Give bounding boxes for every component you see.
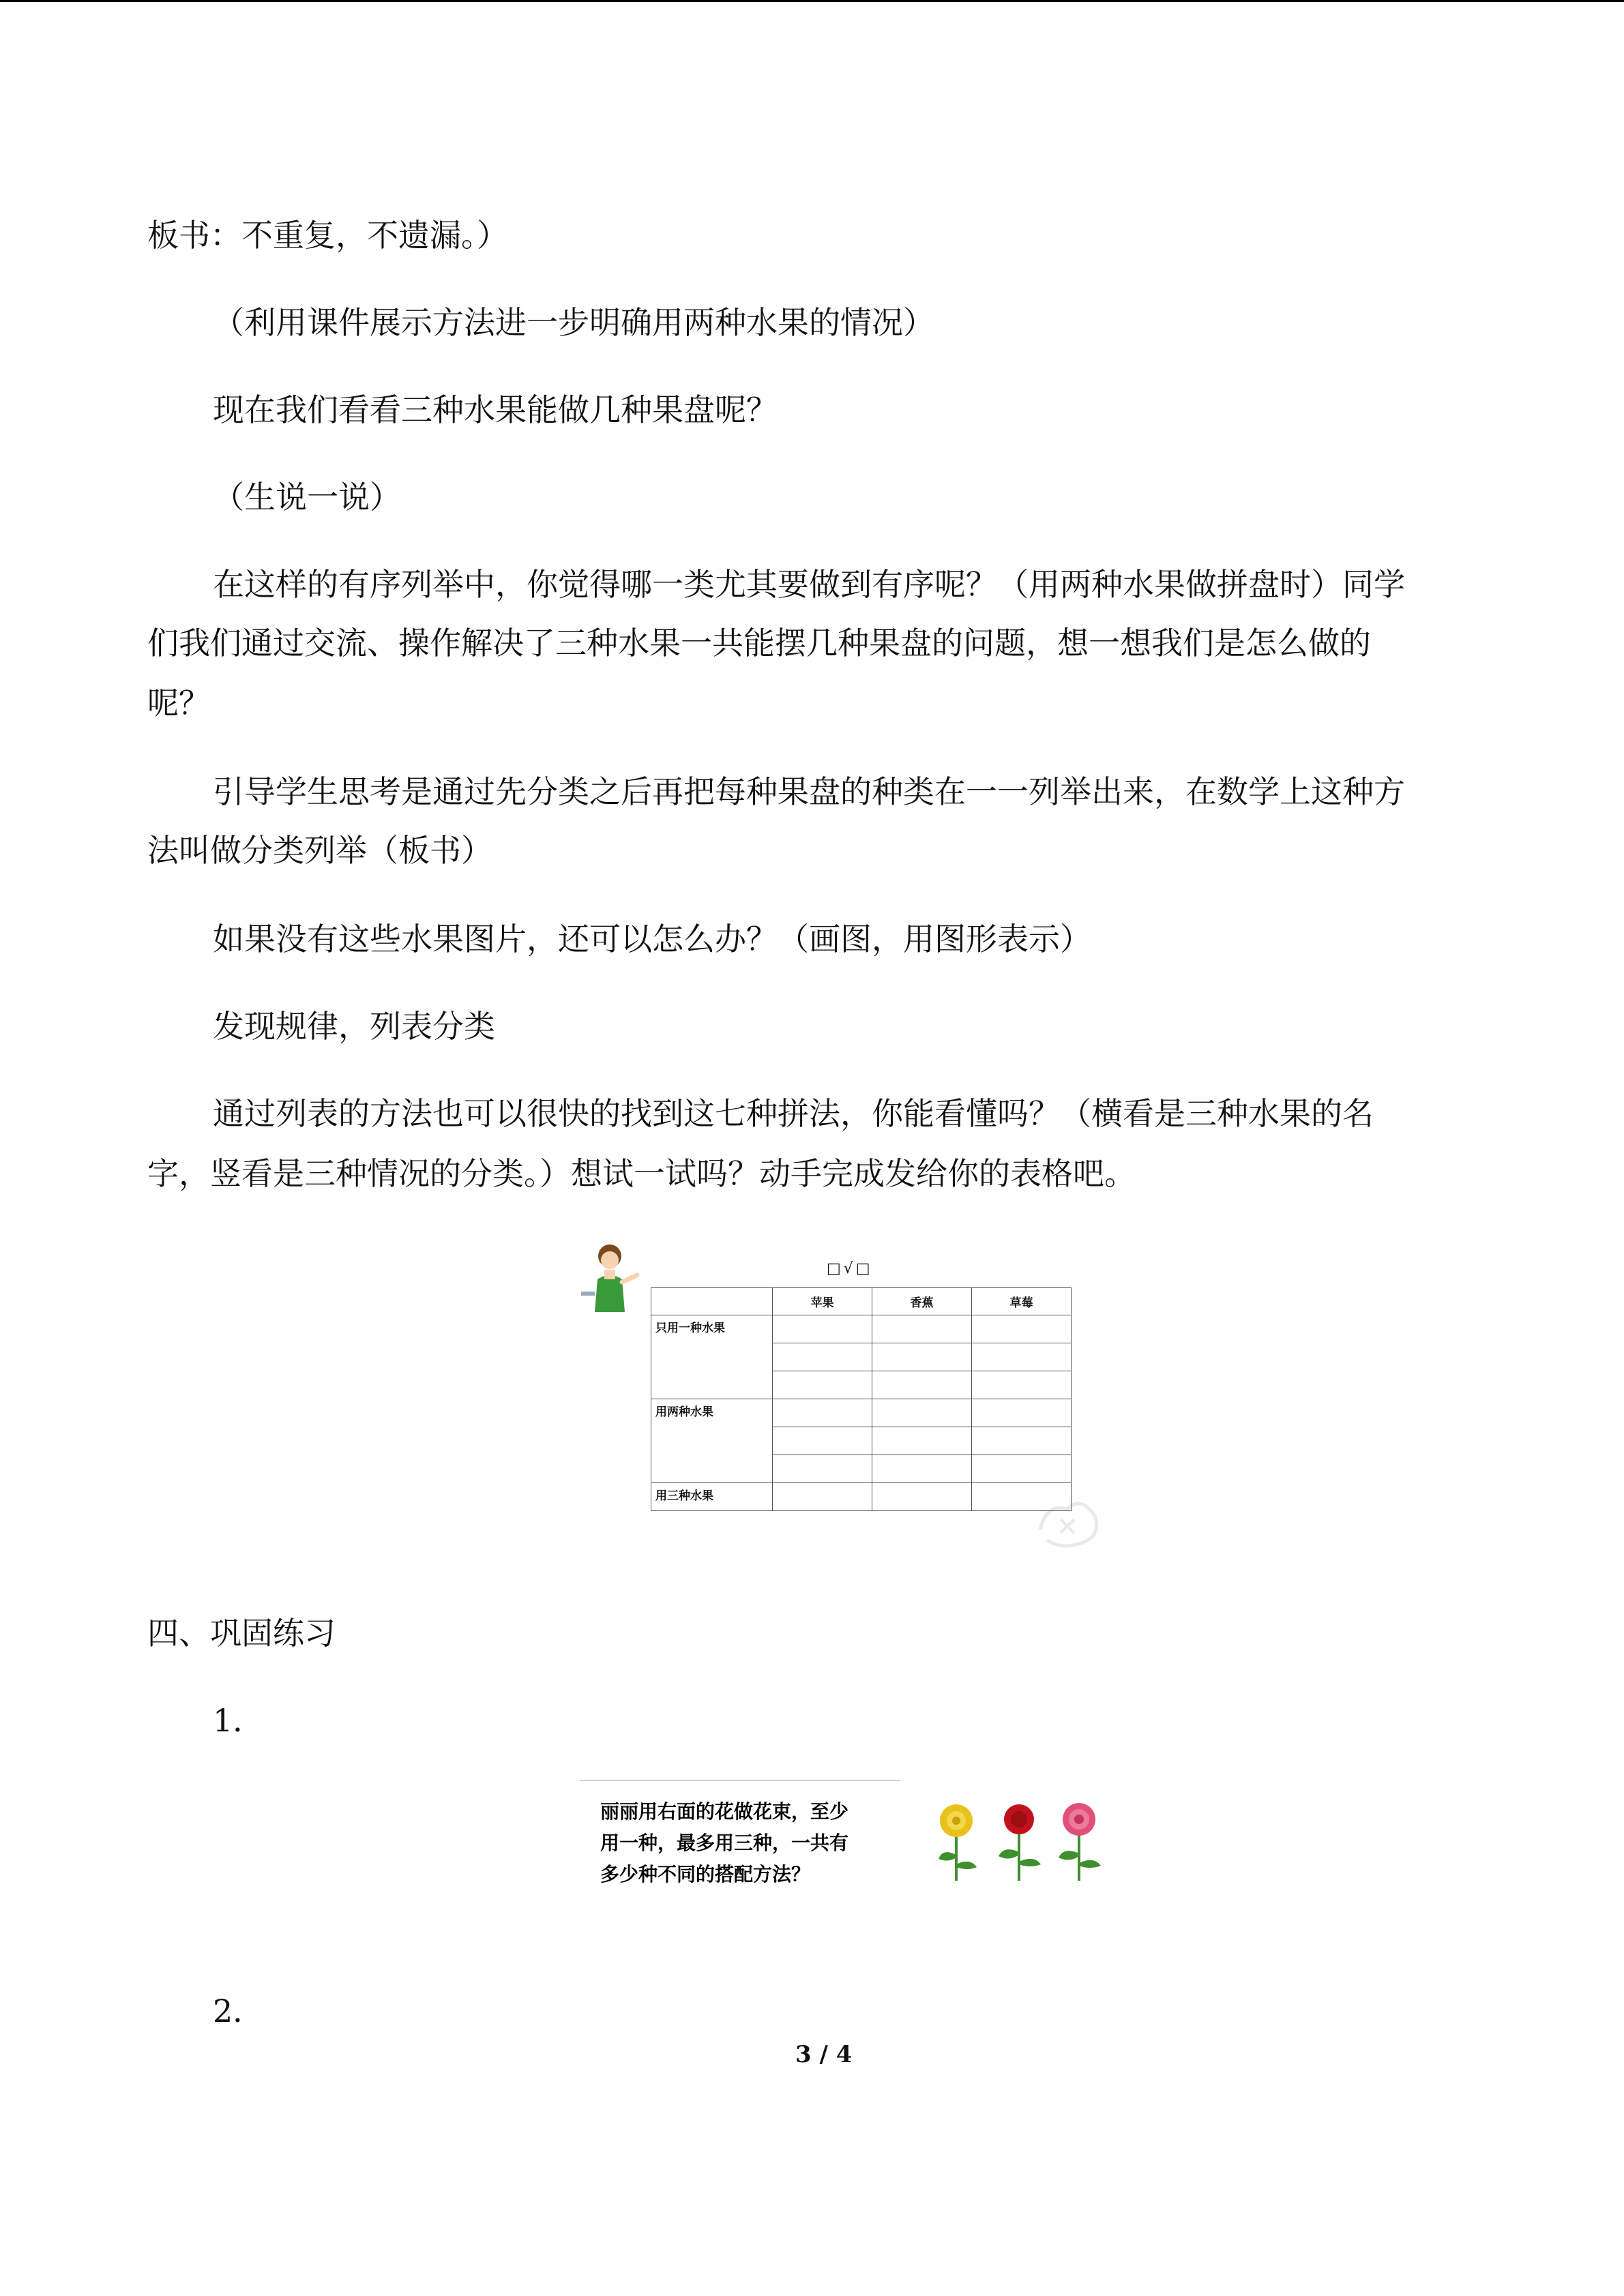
row-label-two-fruits: 用两种水果 <box>651 1399 773 1483</box>
table-header-row <box>651 1288 1072 1315</box>
paragraph-table-method-line1: 通过列表的方法也可以很快的找到这七种拼法，你能看懂吗？（横看是三种水果的名 <box>213 1095 1374 1132</box>
paragraph-three-fruits-question: 现在我们看看三种水果能做几种果盘呢？ <box>213 391 778 428</box>
fruit-table <box>651 1287 1072 1511</box>
table-cell <box>872 1399 972 1427</box>
watermark-stamp-icon <box>1033 1482 1108 1557</box>
flower-problem-figure <box>580 1780 1119 1885</box>
fruit-table-figure <box>580 1240 1125 1567</box>
exercise-item-2: 2． <box>213 1993 265 2029</box>
yellow-flower-icon <box>929 1800 985 1882</box>
figure-top-rule <box>580 1780 900 1781</box>
table-cell <box>773 1343 872 1371</box>
paragraph-ordered-listing-line2: 们我们通过交流、操作解决了三种水果一共能摆几种果盘的问题，想一想我们是怎么做的 <box>147 625 1371 661</box>
section-heading-practice: 四、巩固练习 <box>147 1615 336 1652</box>
table-cell <box>773 1455 872 1483</box>
table-cell <box>872 1455 972 1483</box>
table-cell <box>773 1427 872 1455</box>
paragraph-classify-line1: 引导学生思考是通过先分类之后再把每种果盘的种类在一一列举出来，在数学上这种方 <box>213 773 1405 810</box>
table-cell <box>972 1427 1072 1455</box>
table-cell <box>872 1483 972 1511</box>
top-border <box>0 0 1624 2</box>
header-banana: 香蕉 <box>872 1288 972 1315</box>
paragraph-classify-line2: 法叫做分类列举（板书） <box>147 832 492 869</box>
table-row <box>651 1483 1072 1511</box>
paragraph-drawing: 如果没有这些水果图片，还可以怎么办？（画图，用图形表示） <box>213 921 1091 957</box>
table-cell <box>773 1371 872 1399</box>
table-cell <box>872 1427 972 1455</box>
table-row <box>651 1399 1072 1427</box>
table-cell <box>972 1343 1072 1371</box>
table-cell <box>773 1315 872 1343</box>
table-cell <box>972 1371 1072 1399</box>
paragraph-table-method-line2: 字，竖看是三种情况的分类。）想试一试吗？动手完成发给你的表格吧。 <box>147 1155 1136 1192</box>
header-apple: 苹果 <box>773 1288 872 1315</box>
pink-flower-icon <box>1052 1800 1108 1882</box>
flower-problem-text: 丽丽用右面的花做花束，至少 用一种，最多用三种，一共有 多少种不同的搭配方法？ <box>600 1800 849 1885</box>
paragraph-ordered-listing-line1: 在这样的有序列举中，你觉得哪一类尤其要做到有序呢？（用两种水果做拼盘时）同学 <box>213 566 1405 603</box>
page-number: 3 / 4 <box>795 2041 853 2068</box>
table-corner-cell <box>651 1288 773 1315</box>
table-cell <box>972 1455 1072 1483</box>
table-cell <box>872 1343 972 1371</box>
table-title: □√□ <box>827 1260 873 1277</box>
row-label-three-fruits: 用三种水果 <box>651 1483 773 1511</box>
header-strawberry: 草莓 <box>972 1288 1072 1315</box>
teacher-icon <box>580 1240 645 1312</box>
red-flower-icon <box>992 1800 1048 1882</box>
exercise-item-1: 1． <box>213 1702 265 1739</box>
table-cell <box>872 1371 972 1399</box>
table-cell <box>972 1399 1072 1427</box>
paragraph-student-says: （生说一说） <box>213 479 401 516</box>
table-row <box>651 1315 1072 1343</box>
table-cell <box>872 1315 972 1343</box>
paragraph-ordered-listing-line3: 呢？ <box>147 685 210 721</box>
table-cell <box>773 1399 872 1427</box>
table-cell <box>972 1315 1072 1343</box>
paragraph-courseware: （利用课件展示方法进一步明确用两种水果的情况） <box>213 304 934 341</box>
table-cell <box>773 1483 872 1511</box>
paragraph-blackboard-note: 板书：不重复，不遗漏。） <box>147 217 508 254</box>
row-label-one-fruit: 只用一种水果 <box>651 1315 773 1399</box>
paragraph-find-pattern: 发现规律，列表分类 <box>213 1008 495 1045</box>
